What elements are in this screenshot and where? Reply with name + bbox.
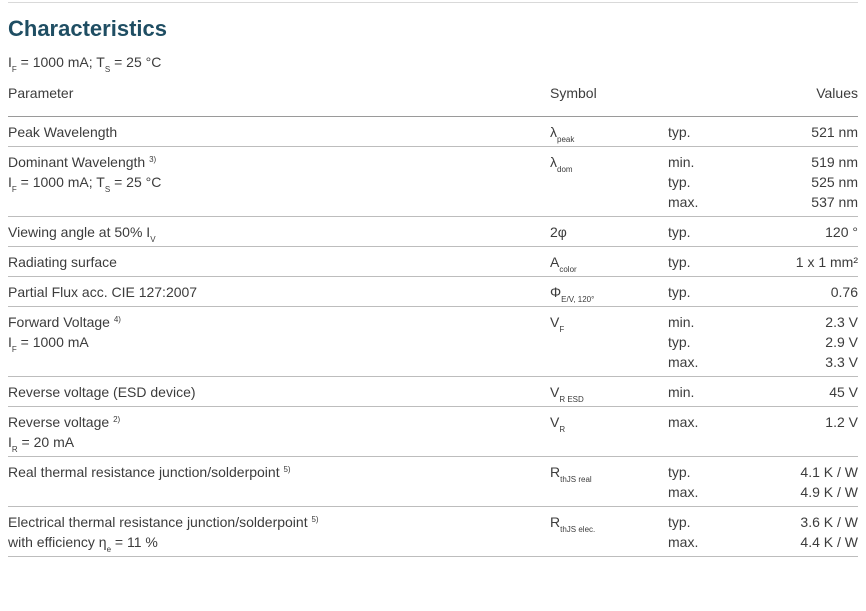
parameter-text: Radiating surface (8, 254, 117, 270)
parameter-condition (8, 432, 550, 452)
condition-subscript: R (11, 445, 18, 454)
parameter-name (8, 282, 550, 302)
condition-text: I (8, 174, 12, 190)
value-cell (778, 507, 858, 557)
qualifier: typ. (668, 174, 691, 190)
parameter-cell (8, 217, 550, 247)
symbol-cell (550, 507, 668, 557)
top-divider (8, 2, 858, 3)
table-row (8, 377, 858, 407)
parameter-cell (8, 457, 550, 507)
symbol-text: V (550, 384, 560, 400)
condition-subscript: S (104, 185, 111, 194)
table-row (8, 247, 858, 277)
symbol (550, 222, 668, 242)
symbol-text: Φ (550, 284, 562, 300)
condition-subscript: F (11, 185, 17, 194)
symbol-cell (550, 377, 668, 407)
symbol-subscript: F (559, 325, 565, 334)
qualifier: min. (668, 314, 695, 330)
parameter-text: Viewing angle at 50% I (8, 224, 151, 240)
symbol (550, 252, 668, 272)
value: 4.4 K / W (800, 534, 858, 550)
condition-subscript: e (106, 545, 112, 554)
symbol-subscript: thJS elec. (560, 525, 596, 534)
parameter-text: Reverse voltage (ESD device) (8, 384, 196, 400)
qualifier: typ. (668, 514, 691, 530)
table-row (8, 117, 858, 147)
parameter-text: Dominant Wavelength (8, 154, 146, 170)
parameter-name (8, 462, 550, 482)
symbol-text: 2φ (550, 224, 567, 240)
parameter-name (8, 512, 550, 532)
footnote-ref: 5) (283, 465, 291, 474)
value-cell (778, 407, 858, 457)
parameter-text: Partial Flux acc. CIE 127:2007 (8, 284, 198, 300)
qualifier: max. (668, 534, 699, 550)
parameter-condition (8, 332, 550, 352)
condition-text: = 20 mA (17, 434, 75, 450)
symbol-subscript: color (559, 265, 577, 274)
condition-text: = 1000 mA; T (16, 174, 105, 190)
parameter-cell (8, 117, 550, 147)
value-cell (778, 377, 858, 407)
symbol (550, 512, 668, 532)
qualifier-cell (668, 117, 778, 147)
table-row (8, 277, 858, 307)
qualifier: typ. (668, 124, 691, 140)
parameter-cell (8, 307, 550, 377)
qualifier-cell (668, 277, 778, 307)
symbol (550, 282, 668, 302)
symbol-cell (550, 407, 668, 457)
qualifier-cell (668, 457, 778, 507)
table-row (8, 217, 858, 247)
parameter-name (8, 312, 550, 332)
condition-text: with efficiency η (8, 534, 107, 550)
table-row (8, 407, 858, 457)
qualifier: typ. (668, 224, 691, 240)
value-cell (778, 277, 858, 307)
condition-text: = 11 % (111, 534, 158, 550)
symbol-subscript: R ESD (559, 395, 584, 404)
symbol-text: λ (550, 154, 557, 170)
qualifier-cell (668, 217, 778, 247)
value-cell (778, 147, 858, 217)
value: 4.1 K / W (800, 464, 858, 480)
value-cell (778, 307, 858, 377)
value: 2.3 V (825, 314, 858, 330)
qualifier: max. (668, 414, 699, 430)
condition-text: I (8, 334, 12, 350)
symbol-subscript: R (559, 425, 566, 434)
parameter-cell (8, 407, 550, 457)
footnote-ref: 5) (311, 515, 319, 524)
header-qualifier (668, 80, 778, 117)
table-body (8, 117, 858, 557)
symbol-subscript: peak (557, 135, 575, 144)
header-parameter: Parameter (8, 85, 74, 101)
value: 0.76 (830, 284, 858, 300)
symbol (550, 412, 668, 432)
footnote-ref: 2) (113, 415, 121, 424)
value: 519 nm (811, 154, 858, 170)
symbol (550, 312, 668, 332)
qualifier: typ. (668, 254, 691, 270)
parameter-condition (8, 532, 550, 552)
parameter-cell (8, 507, 550, 557)
symbol (550, 122, 668, 142)
header-symbol: Symbol (550, 85, 597, 101)
symbol-cell (550, 307, 668, 377)
value: 120 ° (825, 224, 858, 240)
symbol-text: V (550, 314, 560, 330)
symbol-cell (550, 277, 668, 307)
value: 1 x 1 mm² (795, 254, 858, 270)
symbol-text: V (550, 414, 560, 430)
condition-text: = 1000 mA (16, 334, 89, 350)
test-conditions: $I_F = 1000$ mA; $T_S = 25$ °C (8, 54, 162, 74)
condition-text: = 25 °C (110, 174, 162, 190)
table-header-row (8, 80, 858, 117)
parameter-name (8, 122, 550, 142)
symbol (550, 152, 668, 172)
value-cell (778, 217, 858, 247)
value: 3.6 K / W (800, 514, 858, 530)
qualifier: min. (668, 154, 695, 170)
parameter-cell (8, 377, 550, 407)
qualifier-cell (668, 307, 778, 377)
symbol-cell (550, 217, 668, 247)
symbol-subscript: dom (557, 165, 573, 174)
parameter-name (8, 222, 550, 242)
value-cell (778, 247, 858, 277)
section-title: Characteristics (8, 16, 167, 41)
parameter-text: Reverse voltage (8, 414, 110, 430)
footnote-ref: 4) (113, 315, 121, 324)
symbol-text: λ (550, 124, 557, 140)
value-cell (778, 117, 858, 147)
qualifier: min. (668, 384, 695, 400)
value: 2.9 V (825, 334, 858, 350)
qualifier: typ. (668, 464, 691, 480)
parameter-cell (8, 277, 550, 307)
parameter-text: Real thermal resistance junction/solderpoint (8, 464, 280, 480)
symbol-text: R (550, 464, 561, 480)
symbol-cell (550, 147, 668, 217)
symbol-subscript: E/V, 120° (561, 295, 595, 304)
header-values: Values (816, 85, 858, 101)
symbol-cell (550, 117, 668, 147)
characteristics-table (8, 80, 858, 557)
symbol-text: R (550, 514, 561, 530)
parameter-cell (8, 147, 550, 217)
table-row (8, 147, 858, 217)
symbol-cell (550, 457, 668, 507)
parameter-subscript: V (150, 235, 156, 244)
condition-subscript: F (11, 345, 17, 354)
table-row (8, 507, 858, 557)
symbol-cell (550, 247, 668, 277)
parameter-cell (8, 247, 550, 277)
parameter-name (8, 382, 550, 402)
qualifier-cell (668, 377, 778, 407)
value: 521 nm (811, 124, 858, 140)
table-row (8, 307, 858, 377)
symbol-text: A (550, 254, 560, 270)
qualifier: max. (668, 484, 699, 500)
qualifier: max. (668, 354, 699, 370)
qualifier: typ. (668, 334, 691, 350)
qualifier-cell (668, 247, 778, 277)
condition-text: I (8, 434, 12, 450)
value: 1.2 V (825, 414, 858, 430)
parameter-text: Peak Wavelength (8, 124, 118, 140)
parameter-name (8, 252, 550, 272)
parameter-condition (8, 172, 550, 192)
symbol (550, 462, 668, 482)
parameter-text: Forward Voltage (8, 314, 110, 330)
qualifier-cell (668, 147, 778, 217)
value: 4.9 K / W (800, 484, 858, 500)
parameter-name (8, 152, 550, 172)
qualifier-cell (668, 507, 778, 557)
value: 525 nm (811, 174, 858, 190)
footnote-ref: 3) (149, 155, 157, 164)
qualifier: typ. (668, 284, 691, 300)
qualifier-cell (668, 407, 778, 457)
parameter-name (8, 412, 550, 432)
value: 45 V (829, 384, 858, 400)
parameter-text: Electrical thermal resistance junction/solderpoint (8, 514, 308, 530)
value: 3.3 V (825, 354, 858, 370)
value-cell (778, 457, 858, 507)
table-row (8, 457, 858, 507)
symbol (550, 382, 668, 402)
qualifier: max. (668, 194, 699, 210)
symbol-subscript: thJS real (560, 475, 592, 484)
value: 537 nm (811, 194, 858, 210)
